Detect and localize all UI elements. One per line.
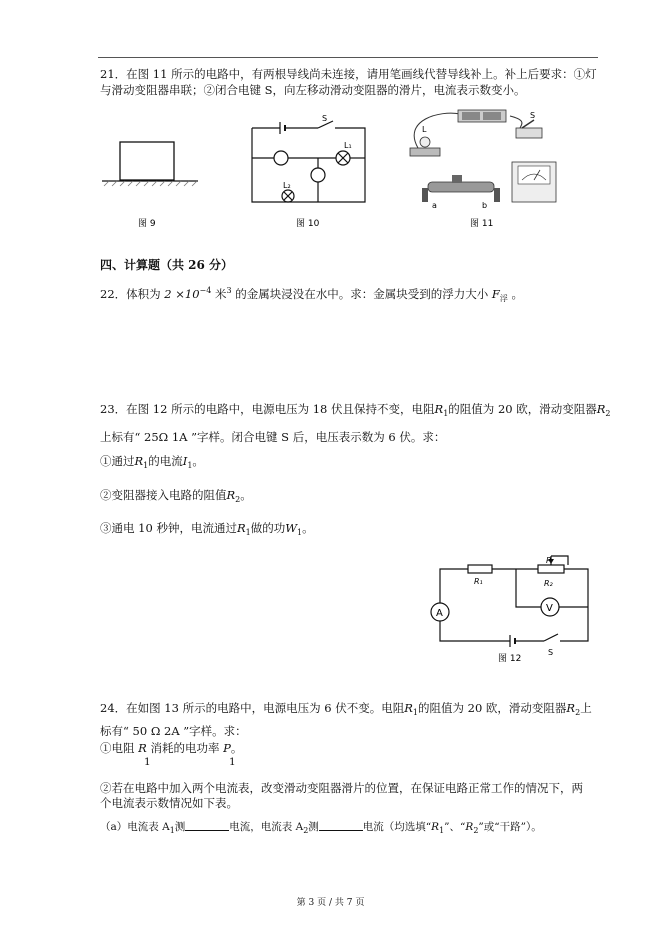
fig10-outer-wire (252, 128, 365, 202)
fig11-rheostat-slider (452, 175, 462, 183)
q24-item3-r1: R (431, 821, 440, 833)
q22-var-sub: 浮 (499, 294, 508, 303)
q23-item1-b: 的电流 (148, 454, 183, 468)
q23-item1-sub2: 1 (187, 461, 193, 470)
fig9-hatch (104, 181, 197, 186)
fig10-caption: 图 10 (296, 219, 320, 229)
q24-item3-a-sub: 1 (169, 826, 175, 835)
q24-item3-r2: R (465, 821, 474, 833)
q24-item3-g: ”或“干路”）。 (478, 821, 542, 833)
page-footer: 第 3 页 / 共 7 页 (296, 898, 365, 908)
fig12-R1-label: R₁ (474, 577, 483, 586)
q23-item2-sub: 2 (235, 495, 241, 504)
fig11-b-label: b (482, 201, 488, 210)
fig12-R1 (468, 565, 492, 573)
q24-item1-a: ①电阻 (100, 741, 135, 755)
q22-unit: 米 (215, 287, 227, 301)
header-rule (98, 57, 598, 58)
q23-item3-end: 。 (302, 521, 314, 535)
q24-item1 (100, 740, 242, 756)
fig12-wire-voltmeter-l (516, 569, 541, 607)
q24-item1-sub-a: 1 (144, 756, 151, 768)
q23-item2-a: ②变阻器接入电路的阻值 (100, 488, 227, 502)
fig12-A-label: A (436, 608, 443, 619)
q23-item1-end: 。 (192, 454, 204, 468)
q24-blank-2[interactable] (319, 819, 363, 831)
q22-text (100, 283, 523, 307)
fig12-R2-label: R₂ (544, 579, 553, 588)
fig10-S-label: S (322, 114, 328, 123)
fig11-caption: 图 11 (470, 219, 494, 229)
q24-item1-var: R (138, 741, 147, 755)
fig11-switch (516, 128, 542, 138)
q24-r1: R (404, 701, 413, 715)
q21-line2: 与滑动变阻器串联；②闭合电键 S，向左移动滑动变阻器的滑片，电流表示数变小。 (100, 83, 526, 97)
q24-blank-1[interactable] (185, 819, 229, 831)
fig10-lamp-middle (311, 168, 325, 182)
figure-12 (428, 553, 598, 665)
q24-line1-b: 的阻值为 20 欧，滑动变阻器 (417, 701, 567, 715)
q24-r1-sub: 1 (412, 708, 418, 717)
q24-item2-line1: ②若在电路中加入两个电流表，改变滑动变阻器滑片的位置，在保证电路正常工作的情况下，两 (100, 781, 583, 795)
fig12-S-label: S (548, 648, 554, 657)
q24-item3-c: 电流，电流表 A (229, 821, 304, 833)
q22-prefix: 22．体积为 (100, 287, 161, 301)
q24-item3-r1-sub: 1 (439, 826, 445, 835)
fig11-lamp-base (410, 148, 440, 156)
q24-r2: R (566, 701, 576, 715)
q23-item3-var2: W (285, 521, 298, 535)
fig12-V-label: V (546, 603, 553, 614)
q23-r1-sub: 1 (443, 409, 449, 418)
section-4-title: 四、计算题（共 26 分） (100, 258, 234, 272)
fig11-L-label: L (422, 125, 427, 134)
fig11-rheostat (428, 182, 494, 192)
fig10-L2-label: L₂ (283, 181, 291, 190)
q24-item3 (100, 819, 542, 839)
q24-line1-end: 上 (580, 701, 592, 715)
q22-end: 。 (511, 287, 524, 301)
q24-item1-sub-b: 1 (229, 756, 236, 768)
q24-item3-b: 测 (174, 821, 186, 833)
q24-item1-var2: P (223, 741, 231, 755)
q21-line1: 21．在图 11 所示的电路中，有两根导线尚未连接，请用笔画线代替导线补上。补上后要求：①灯 (100, 67, 597, 81)
q23-line1 (100, 401, 611, 422)
q23-item3-sub2: 1 (297, 528, 303, 537)
fig11-lamp (420, 137, 430, 147)
fig12-switch (544, 634, 558, 641)
figure-10 (240, 108, 375, 230)
fig9-caption: 图 9 (138, 219, 156, 229)
q22-suffix: 的金属块浸没在水中。求：金属块受到的浮力大小 (235, 287, 489, 301)
q24-line1 (100, 700, 592, 721)
q23-item3-var: R (236, 521, 246, 535)
fig11-battery-cell-1 (462, 112, 480, 120)
q24-item2-line2: 个电流表示数情况如下表。 (100, 796, 238, 810)
q22-var: F (491, 287, 500, 301)
q23-item1 (100, 453, 204, 474)
figure-9 (100, 108, 200, 230)
q24-item3-r2-sub: 2 (473, 826, 479, 835)
q23-item3 (100, 520, 314, 541)
q24-item1-b: 消耗的电功率 (150, 741, 220, 755)
q24-item3-a: （a）电流表 A (100, 821, 170, 833)
q23-r1: R (434, 402, 444, 416)
fig11-battery-cell-2 (483, 112, 501, 120)
q23-line2: 上标有“ 25Ω 1A ”字样。闭合电键 S 后，电压表示数为 6 伏。求： (100, 430, 446, 444)
q23-r2: R (596, 402, 606, 416)
fig11-wire-2 (510, 116, 522, 128)
q24-item3-f: ”、“ (444, 821, 466, 833)
q23-item2-end: 。 (240, 488, 252, 502)
q24-item1-end: 。 (230, 741, 243, 755)
q22-unit-exp: 3 (226, 286, 232, 295)
q24-item3-e: 电流（均选填“ (362, 821, 432, 833)
fig12-wire-bottom-l (440, 621, 510, 641)
fig11-a-label: a (432, 201, 437, 210)
fig9-block (120, 142, 174, 180)
q24-item3-d: 测 (308, 821, 319, 833)
figure-11 (400, 100, 570, 230)
fig11-S-label: S (530, 111, 536, 120)
q22-exp: −4 (199, 286, 212, 295)
fig12-P-label: P (546, 556, 551, 565)
fig10-L1-label: L₁ (344, 141, 352, 150)
q23-item2 (100, 487, 252, 508)
q23-line1-b: 的阻值为 20 欧，滑动变阻器 (448, 402, 597, 416)
q23-item1-var: R (134, 454, 144, 468)
q23-item3-b: 做的功 (250, 521, 286, 535)
fig12-wire-right (560, 569, 588, 641)
q23-line1-a: 23．在图 12 所示的电路中，电源电压为 18 伏且保持不变，电阻 (100, 402, 435, 416)
q24-line1-a: 24．在如图 13 所示的电路中，电源电压为 6 伏不变。电阻 (100, 701, 405, 715)
q24-line2: 标有“ 50 Ω 2A ”字样。求： (100, 724, 247, 738)
q23-item1-a: ①通过 (100, 454, 135, 468)
fig12-wire-left-top (440, 569, 468, 603)
q24-item3-c-sub: 2 (303, 826, 309, 835)
q23-item3-a: ③通电 10 秒钟，电流通过 (100, 521, 237, 535)
q23-item2-var: R (226, 488, 236, 502)
fig12-caption: 图 12 (498, 654, 522, 664)
q24-r2-sub: 2 (575, 708, 581, 717)
q23-item1-sub: 1 (143, 461, 149, 470)
fig10-lamp-unmarked (274, 151, 288, 165)
fig12-R2 (538, 565, 564, 573)
q23-item3-sub: 1 (245, 528, 251, 537)
q23-r2-sub: 2 (605, 409, 611, 418)
q22-value: 2 ×10 (164, 287, 200, 301)
q23-item1-var2: I (182, 454, 188, 468)
